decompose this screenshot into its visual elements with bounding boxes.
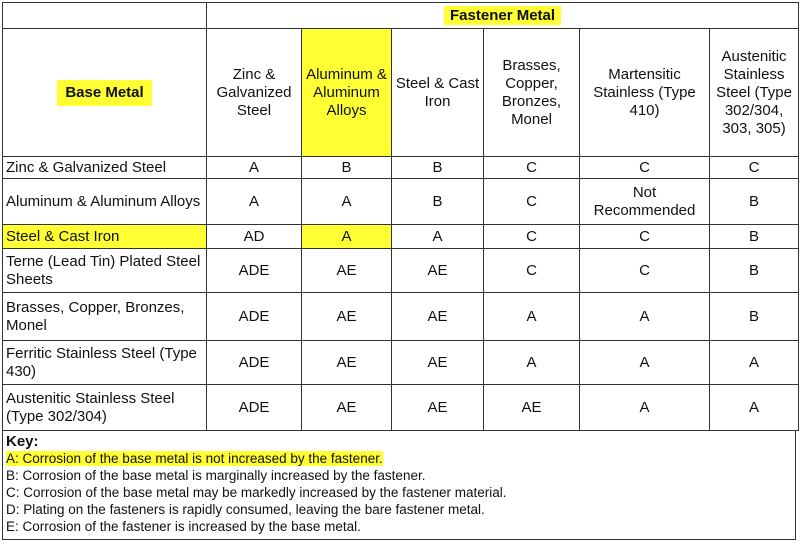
fastener-metal-title: Fastener Metal: [444, 6, 561, 25]
base-metal-title: Base Metal: [57, 80, 151, 106]
key-item-d: D: Plating on the fasteners is rapidly consumed, leaving the bare fastener metal.: [6, 502, 485, 517]
table-cell: AE: [484, 385, 580, 431]
table-cell: AE: [392, 249, 484, 293]
fastener-header-cell: [207, 3, 799, 29]
base-metal-header-cell: [3, 29, 207, 157]
table-cell: AE: [392, 385, 484, 431]
table-cell: C: [580, 225, 710, 249]
table-cell: AD: [207, 225, 302, 249]
table-row: [3, 385, 799, 431]
row-label: Aluminum & Aluminum Alloys: [3, 179, 207, 225]
table-cell: AE: [302, 385, 392, 431]
table-cell: ADE: [207, 249, 302, 293]
table-cell: B: [710, 249, 799, 293]
table-cell: B: [392, 179, 484, 225]
table-cell-highlighted: A: [302, 225, 392, 249]
table-cell: C: [580, 157, 710, 179]
table-row: [3, 179, 799, 225]
table-cell: AE: [302, 249, 392, 293]
table-row: [3, 249, 799, 293]
table-cell: AE: [392, 341, 484, 385]
key-item-b: B: Corrosion of the base metal is marginally increased by the fastener.: [6, 468, 426, 483]
compatibility-table: [2, 2, 799, 431]
table-cell: C: [484, 157, 580, 179]
column-header: Zinc & Galvanized Steel: [207, 29, 302, 157]
column-header: Martensitic Stainless (Type 410): [580, 29, 710, 157]
table-cell: B: [710, 225, 799, 249]
key-item-text: A: Corrosion of the base metal is not increased by the fastener.: [6, 451, 383, 466]
table-row: [3, 341, 799, 385]
table-cell: AE: [302, 341, 392, 385]
table-row: [3, 293, 799, 341]
table-cell: A: [710, 341, 799, 385]
table-cell: A: [392, 225, 484, 249]
table-cell: A: [207, 179, 302, 225]
table-cell: A: [580, 341, 710, 385]
table-cell: A: [302, 179, 392, 225]
table-cell: AE: [302, 293, 392, 341]
table-cell: B: [710, 179, 799, 225]
key-title: Key:: [6, 433, 39, 450]
table-cell: B: [392, 157, 484, 179]
table-cell: C: [484, 249, 580, 293]
table-cell: ADE: [207, 385, 302, 431]
table-cell: Not Recommended: [580, 179, 710, 225]
table-cell: A: [484, 293, 580, 341]
key-item-a: [6, 450, 792, 467]
table-cell: C: [580, 249, 710, 293]
row-label: Terne (Lead Tin) Plated Steel Sheets: [3, 249, 207, 293]
table-cell: A: [710, 385, 799, 431]
column-header: Brasses, Copper, Bronzes, Monel: [484, 29, 580, 157]
row-label: Brasses, Copper, Bronzes, Monel: [3, 293, 207, 341]
column-header-highlighted: Aluminum & Aluminum Alloys: [302, 29, 392, 157]
table-cell: ADE: [207, 341, 302, 385]
column-header: Austenitic Stainless Steel (Type 302/304, 303, 305): [710, 29, 799, 157]
table-cell: B: [302, 157, 392, 179]
key-legend: [2, 431, 796, 540]
table-cell: A: [580, 293, 710, 341]
table-row: [3, 225, 799, 249]
row-label: Zinc & Galvanized Steel: [3, 157, 207, 179]
column-header: Steel & Cast Iron: [392, 29, 484, 157]
row-label: Ferritic Stainless Steel (Type 430): [3, 341, 207, 385]
galvanic-corrosion-chart: [2, 2, 798, 550]
table-cell: C: [484, 179, 580, 225]
key-item-c: C: Corrosion of the base metal may be markedly increased by the fastener material.: [6, 485, 507, 500]
table-cell: B: [710, 293, 799, 341]
table-cell: A: [484, 341, 580, 385]
row-label: Austenitic Stainless Steel (Type 302/304): [3, 385, 207, 431]
row-label-highlighted: Steel & Cast Iron: [3, 225, 207, 249]
table-cell: A: [580, 385, 710, 431]
corner-cell: [3, 3, 207, 29]
key-item-e: E: Corrosion of the fastener is increased by the base metal.: [6, 519, 361, 534]
table-cell: AE: [392, 293, 484, 341]
table-cell: C: [484, 225, 580, 249]
table-cell: ADE: [207, 293, 302, 341]
table-cell: A: [207, 157, 302, 179]
table-row: [3, 157, 799, 179]
table-cell: C: [710, 157, 799, 179]
